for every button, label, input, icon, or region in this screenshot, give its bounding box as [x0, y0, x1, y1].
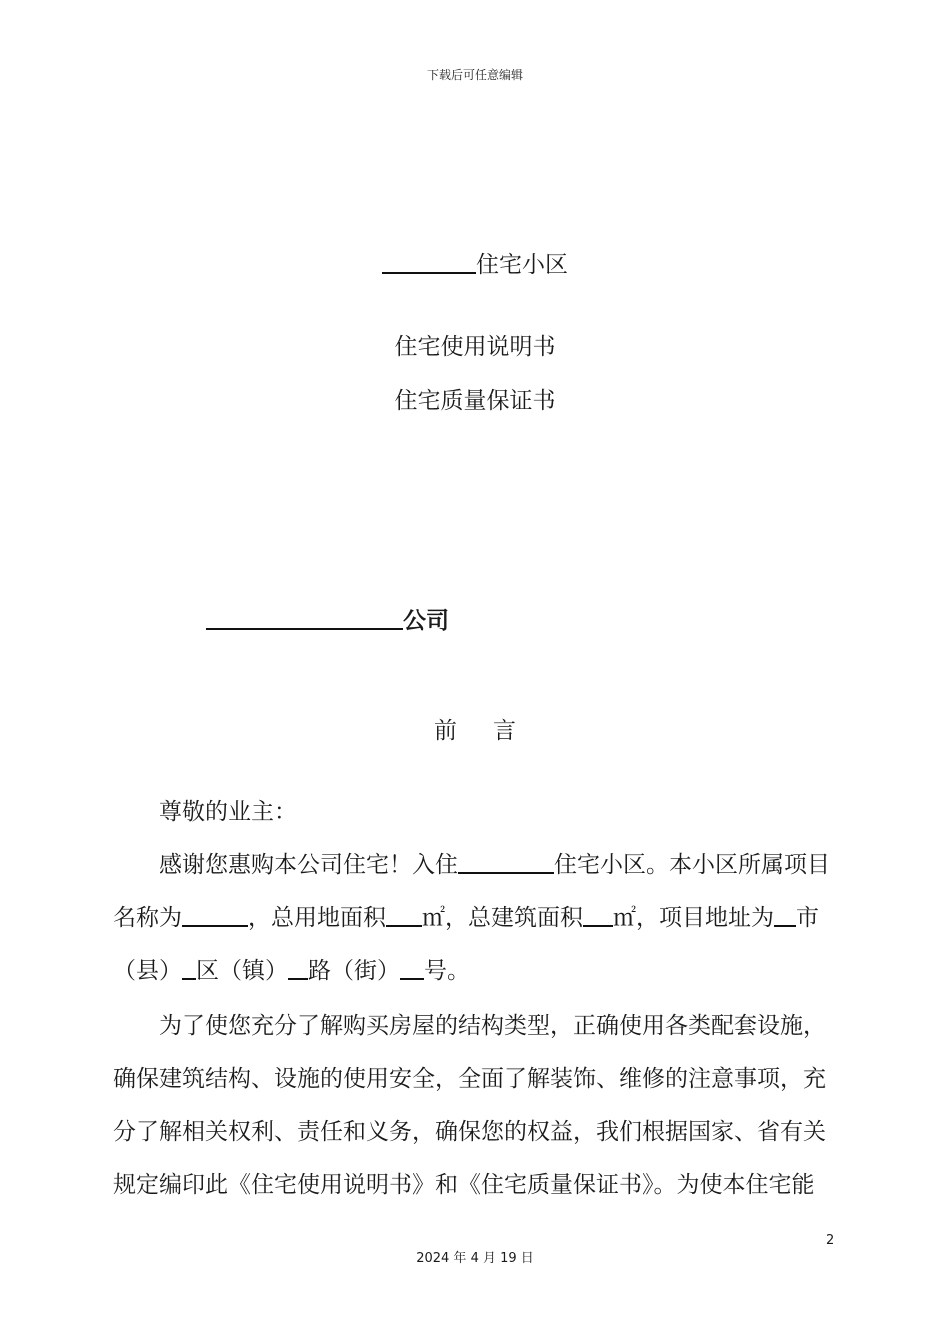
p1-text-b: 住宅小区。本小区所属项目: [554, 852, 830, 878]
company-name-line: [206, 606, 449, 636]
city-blank[interactable]: [774, 924, 796, 927]
warranty-title: 住宅质量保证书: [394, 388, 556, 414]
road-blank[interactable]: [288, 977, 308, 980]
footer-date: 2024 年 4 月 19 日: [416, 1251, 534, 1266]
p1-text-m: 号。: [424, 958, 470, 984]
p1-text-j: （县）: [113, 958, 182, 984]
page-number: 2: [826, 1233, 835, 1248]
p1-text-a: 感谢您惠购本公司住宅！入住: [159, 852, 458, 878]
p1-text-k: 区（镇）: [196, 958, 288, 984]
p1-text-f: ，总建筑面积: [445, 905, 583, 931]
p1-text-c: 名称为: [113, 905, 182, 931]
greeting: 尊敬的业主：: [159, 799, 297, 825]
p1-text-d: ，总用地面积: [248, 905, 386, 931]
p1-text-i: 市: [796, 905, 819, 931]
preface-heading: [0, 716, 950, 746]
land-area-blank[interactable]: [386, 924, 422, 927]
building-area-blank[interactable]: [583, 924, 613, 927]
preface-heading-a: 前: [434, 718, 457, 744]
preface-heading-b: 言: [493, 718, 516, 744]
p1-text-l: 路（街）: [308, 958, 400, 984]
p2-line: 确保建筑结构、设施的使用安全，全面了解装饰、维修的注意事项，充: [113, 1066, 826, 1092]
p1-unit-2: ㎡: [613, 905, 636, 931]
header-note: 下载后可任意编辑: [426, 68, 523, 82]
number-blank[interactable]: [400, 977, 424, 980]
preface-paragraph-2: [113, 1000, 838, 1212]
company-suffix: 公司: [403, 608, 449, 634]
p1-unit-1: ㎡: [422, 905, 445, 931]
community-title: [0, 250, 950, 280]
p2-line: 分了解相关权利、责任和义务，确保您的权益，我们根据国家、省有关: [113, 1119, 826, 1145]
community-name-blank[interactable]: [382, 271, 476, 274]
project-name-blank[interactable]: [182, 924, 248, 927]
community-name-blank-2[interactable]: [458, 871, 554, 874]
p2-line: 规定编印此《住宅使用说明书》和《住宅质量保证书》。为使本住宅能: [113, 1172, 815, 1198]
preface-paragraph-1: [113, 839, 838, 998]
p1-text-h: ，项目地址为: [636, 905, 774, 931]
district-blank[interactable]: [182, 977, 196, 980]
p2-line: 为了使您充分了解购买房屋的结构类型，正确使用各类配套设施，: [159, 1013, 826, 1039]
community-title-suffix: 住宅小区: [476, 252, 568, 278]
company-name-blank[interactable]: [206, 627, 403, 630]
manual-title: 住宅使用说明书: [394, 334, 556, 360]
